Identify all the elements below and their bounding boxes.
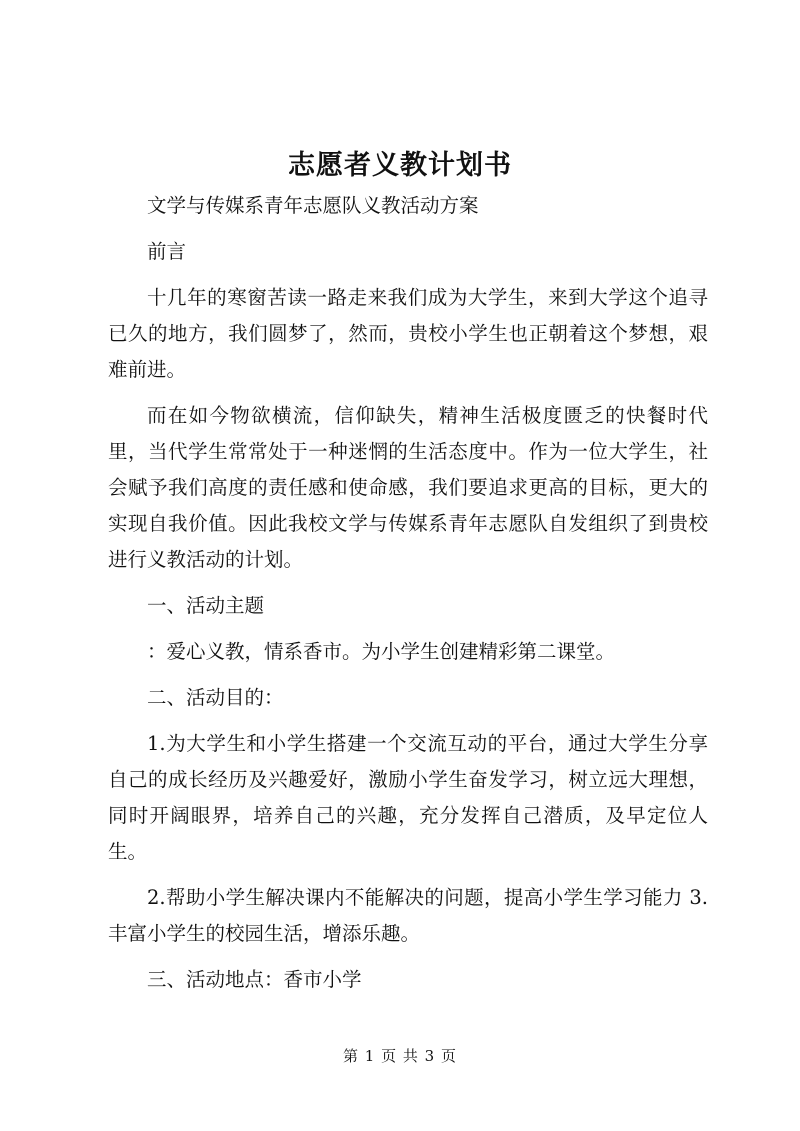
page-footer: 第 1 页 共 3 页	[343, 1047, 457, 1065]
document-title: 志愿者义教计划书	[288, 150, 512, 181]
body-paragraph: 十几年的寒窗苦读一路走来我们成为大学生，来到大学这个追寻已久的地方，我们圆梦了，然而，贵校小学生也正朝着这个梦想，艰难前进。	[108, 286, 708, 381]
document-body	[108, 188, 708, 1008]
body-paragraph: 而在如今物欲横流，信仰缺失，精神生活极度匮乏的快餐时代里，当代学生常常处于一种迷惘的生活态度中。作为一位大学生，社会赋予我们高度的责任感和使命感，我们要追求更高的目标，更大的实现自我价值。因此我校文学与传媒系青年志愿队自发组织了到贵校进行义教活动的计划。	[108, 404, 708, 571]
section-heading-theme: 一、活动主题	[147, 594, 265, 617]
section-heading-purpose: 二、活动目的：	[147, 686, 284, 709]
subtitle-paragraph: 文学与传媒系青年志愿队义教活动方案	[147, 194, 479, 217]
section-heading-location: 三、活动地点：香市小学	[147, 968, 362, 991]
preface-heading: 前言	[147, 240, 187, 263]
body-paragraph: ：爱心义教，情系香市。为小学生创建精彩第二课堂。	[147, 640, 616, 663]
body-paragraph: 1.为大学生和小学生搭建一个交流互动的平台，通过大学生分享自己的成长经历及兴趣爱好，激励小学生奋发学习，树立远大理想，同时开阔眼界，培养自己的兴趣，充分发挥自己潜质，及早定位人生。	[108, 732, 708, 863]
body-paragraph: 2.帮助小学生解决课内不能解决的问题，提高小学生学习能力 3.丰富小学生的校园生活，增添乐趣。	[108, 886, 708, 945]
